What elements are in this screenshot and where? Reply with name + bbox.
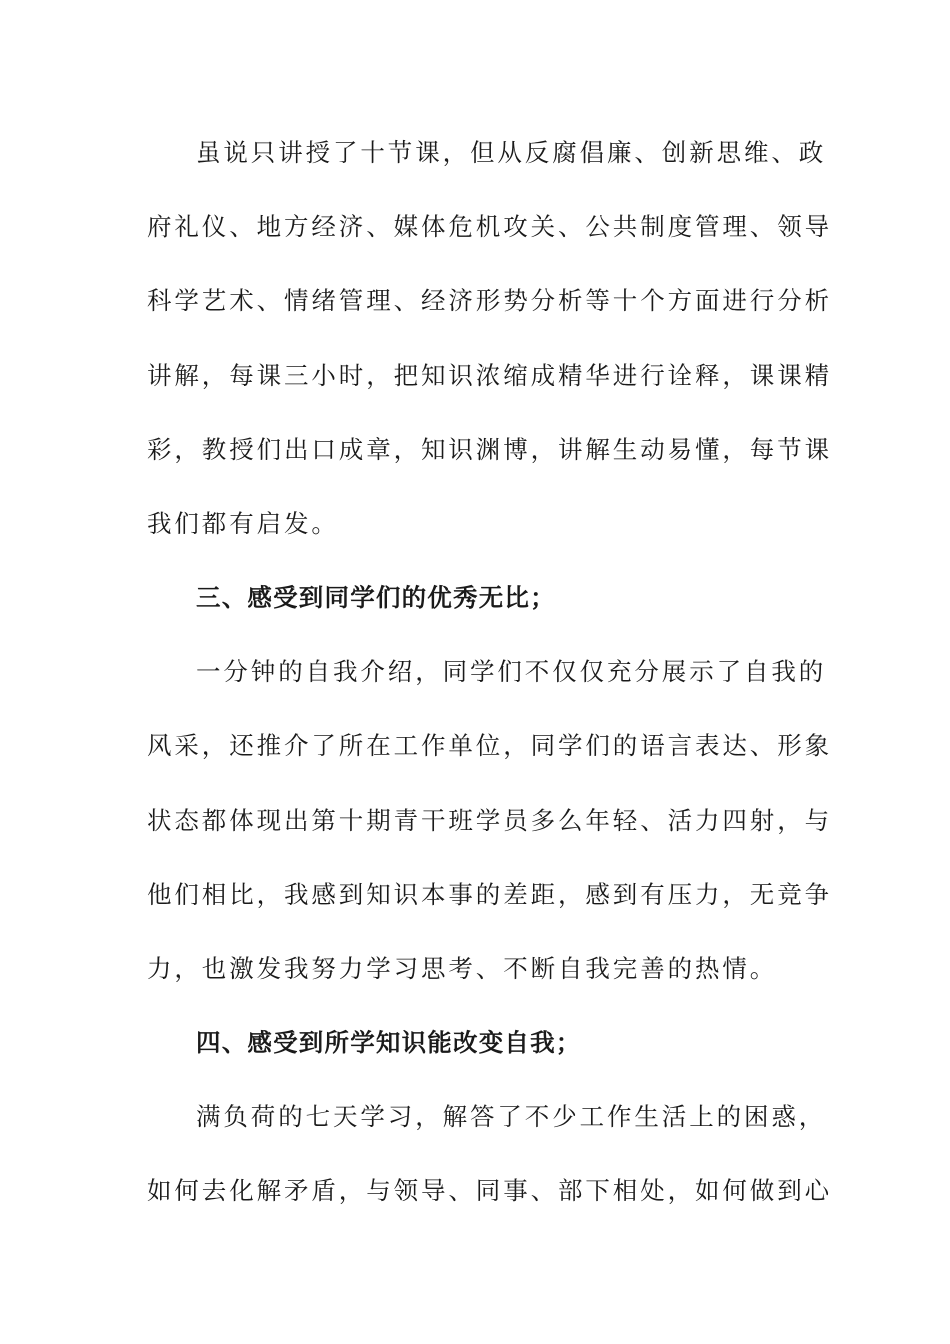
section-heading: 三、感受到同学们的优秀无比；: [196, 583, 556, 612]
paragraph-line: 我们都有启发。: [147, 509, 339, 538]
paragraph-line: 讲解，每课三小时，把知识浓缩成精华进行诠释，课课精: [147, 361, 832, 390]
section-heading: 四、感受到所学知识能改变自我；: [196, 1028, 582, 1057]
paragraph-line: 彩，教授们出口成章，知识渊博，讲解生动易懂，每节课: [147, 435, 832, 464]
paragraph-line: 科学艺术、情绪管理、经济形势分析等十个方面进行分析: [147, 286, 832, 315]
paragraph-line: 风采，还推介了所在工作单位，同学们的语言表达、形象: [147, 731, 832, 760]
paragraph-line: 虽说只讲授了十节课，但从反腐倡廉、创新思维、政: [196, 138, 827, 167]
paragraph-line: 他们相比，我感到知识本事的差距，感到有压力，无竞争: [147, 880, 832, 909]
paragraph-line: 如何去化解矛盾，与领导、同事、部下相处，如何做到心: [147, 1176, 832, 1205]
paragraph-line: 一分钟的自我介绍，同学们不仅仅充分展示了自我的: [196, 657, 827, 686]
paragraph-line: 满负荷的七天学习，解答了不少工作生活上的困惑，: [196, 1102, 827, 1131]
paragraph-line: 府礼仪、地方经济、媒体危机攻关、公共制度管理、领导: [147, 212, 832, 241]
paragraph-line: 状态都体现出第十期青干班学员多么年轻、活力四射，与: [147, 806, 832, 835]
paragraph-line: 力，也激发我努力学习思考、不断自我完善的热情。: [147, 954, 778, 983]
